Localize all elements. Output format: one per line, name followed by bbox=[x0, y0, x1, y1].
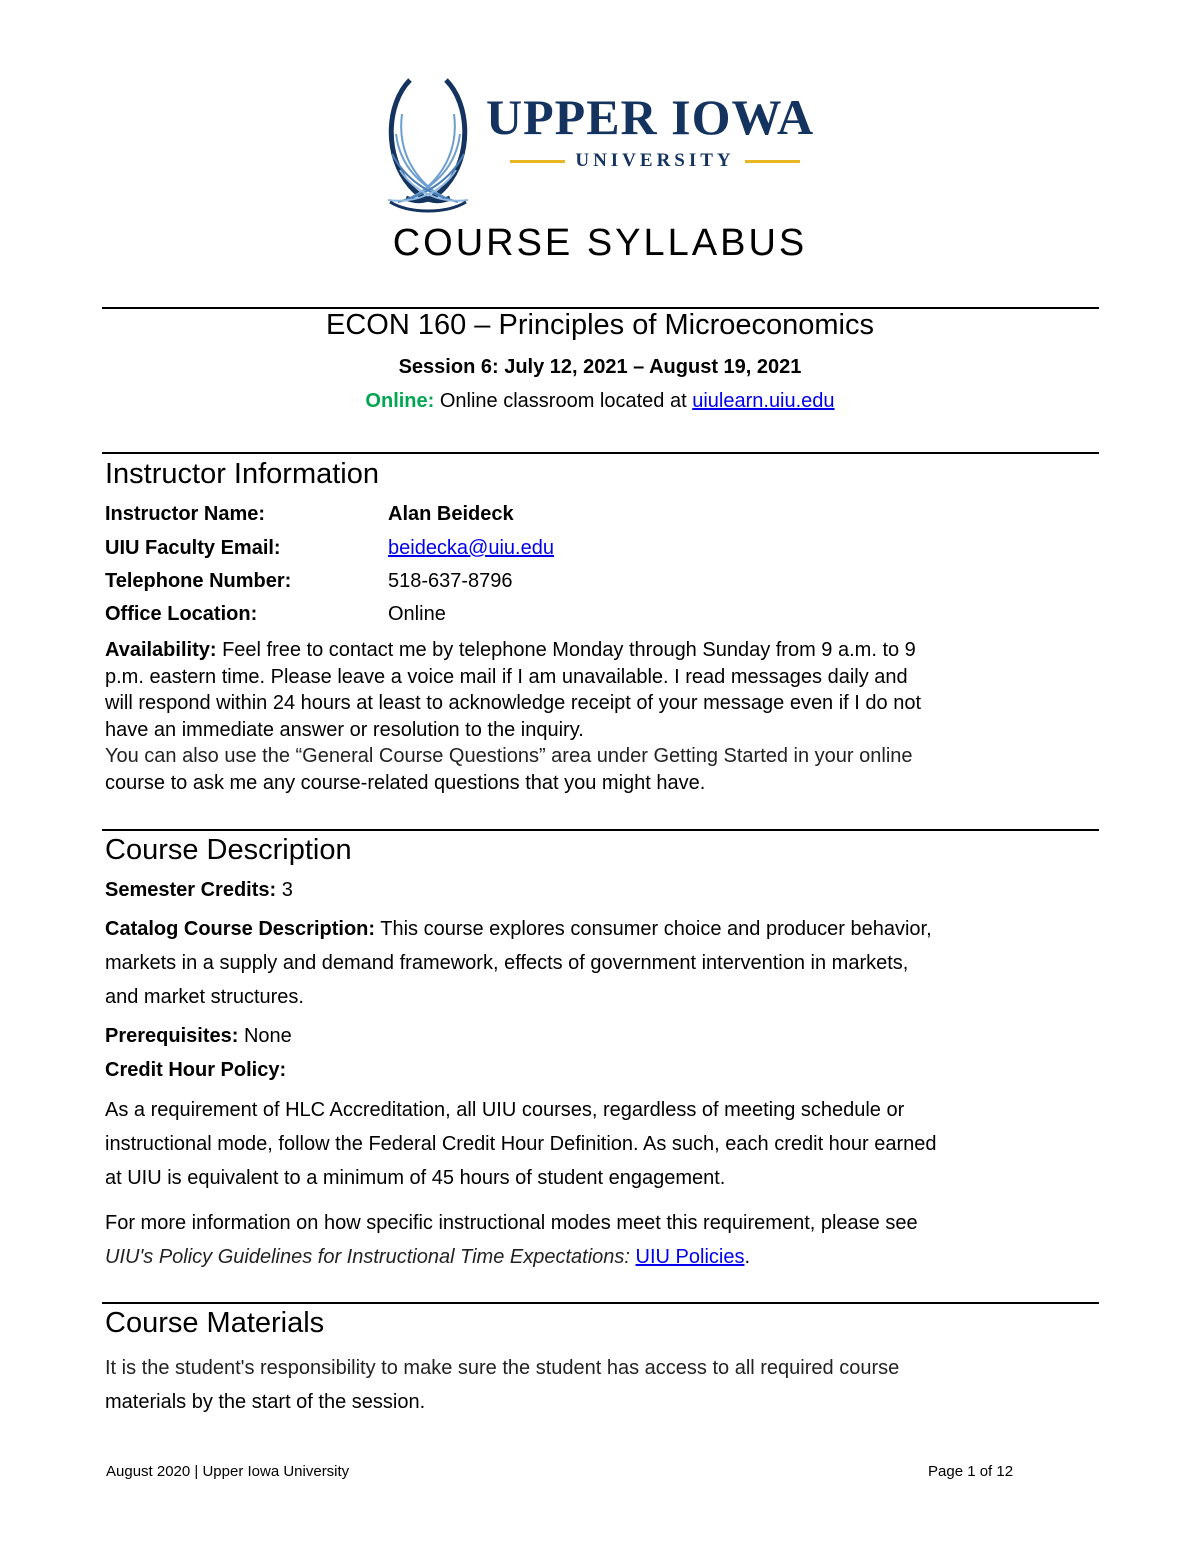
course-session: Session 6: July 12, 2021 – August 19, 2021 bbox=[398, 356, 802, 378]
instructor-heading: Instructor Information bbox=[105, 458, 379, 490]
more-info-line: For more information on how specific instructional modes meet this requirement, please see bbox=[105, 1212, 918, 1234]
credit-policy-line-3: at UIU is equivalent to a minimum of 45 hours of student engagement. bbox=[105, 1167, 726, 1189]
course-location bbox=[0, 390, 1200, 413]
catalog-label: Catalog Course Description: bbox=[105, 918, 376, 940]
logo-gold-bar-left bbox=[510, 160, 565, 163]
credit-policy-line-2: instructional mode, follow the Federal Credit Hour Definition. As such, each credit hour earned bbox=[105, 1133, 937, 1155]
catalog-line-1: This course explores consumer choice and producer behavior, bbox=[375, 918, 932, 940]
prereq-label: Prerequisites: bbox=[105, 1025, 239, 1047]
instructor-name-label: Instructor Name: bbox=[105, 503, 266, 525]
instructor-name-value: Alan Beideck bbox=[388, 503, 514, 525]
description-heading: Course Description bbox=[105, 834, 352, 866]
prereq-value: None bbox=[238, 1025, 292, 1047]
online-text: Online classroom located at bbox=[434, 390, 693, 412]
office-location-value: Online bbox=[388, 603, 446, 625]
logo-gold-bar-right bbox=[745, 160, 800, 163]
faculty-email-label: UIU Faculty Email: bbox=[105, 537, 281, 559]
online-classroom-link[interactable]: uiulearn.uiu.edu bbox=[692, 390, 835, 412]
materials-paragraph bbox=[105, 1351, 1095, 1419]
catalog-line-3: and market structures. bbox=[105, 986, 304, 1008]
guidelines-italic: UIU's Policy Guidelines for Instructional Time Expectations: bbox=[105, 1246, 630, 1268]
availability-line-4: have an immediate answer or resolution to the inquiry. bbox=[105, 718, 584, 741]
university-logo bbox=[380, 74, 840, 216]
logo-subtitle bbox=[510, 150, 800, 172]
catalog-description bbox=[105, 912, 1095, 1014]
online-label: Online: bbox=[365, 390, 435, 412]
credit-policy-label: Credit Hour Policy: bbox=[105, 1059, 287, 1081]
catalog-line-2: markets in a supply and demand framework, effects of government intervention in markets, bbox=[105, 952, 909, 974]
faculty-email-link[interactable]: beidecka@uiu.edu bbox=[388, 537, 554, 559]
credit-policy-line-1: As a requirement of HLC Accreditation, all UIU courses, regardless of meeting schedule or bbox=[105, 1099, 905, 1121]
questions-line-1: You can also use the “General Course Questions” area under Getting Started in your online bbox=[105, 745, 913, 767]
credits-value: 3 bbox=[276, 879, 293, 901]
logo-wordmark: UPPER IOWA bbox=[486, 89, 815, 145]
page-title: COURSE SYLLABUS bbox=[392, 222, 808, 264]
materials-line-2: materials by the start of the session. bbox=[105, 1391, 426, 1413]
university-emblem-icon bbox=[380, 74, 476, 216]
prerequisites bbox=[105, 1025, 292, 1048]
divider bbox=[102, 452, 1099, 454]
availability-line-3: will respond within 24 hours at least to acknowledge receipt of your message even if I do not bbox=[105, 692, 922, 714]
materials-line-1: It is the student's responsibility to make sure the student has access to all required course bbox=[105, 1357, 900, 1379]
telephone-value: 518-637-8796 bbox=[388, 570, 513, 592]
logo-subtitle-text: UNIVERSITY bbox=[575, 150, 735, 171]
availability-label: Availability: bbox=[105, 639, 217, 661]
divider bbox=[102, 1302, 1099, 1304]
course-name: ECON 160 – Principles of Microeconomics bbox=[326, 309, 874, 341]
availability-paragraph bbox=[105, 637, 1095, 796]
footer-page-number: Page 1 of 12 bbox=[928, 1463, 1014, 1480]
guidelines-end: . bbox=[744, 1246, 751, 1268]
telephone-label: Telephone Number: bbox=[105, 570, 292, 592]
availability-line-2: p.m. eastern time. Please leave a voice mail if I am unavailable. I read messages daily and bbox=[105, 665, 908, 688]
questions-line-2: course to ask me any course-related questions that you might have. bbox=[105, 771, 706, 794]
materials-heading: Course Materials bbox=[105, 1307, 325, 1339]
availability-line-1: Feel free to contact me by telephone Monday through Sunday from 9 a.m. to 9 bbox=[216, 639, 916, 661]
more-info-paragraph bbox=[105, 1206, 1095, 1274]
divider bbox=[102, 829, 1099, 831]
office-location-label: Office Location: bbox=[105, 603, 258, 625]
credit-policy-text bbox=[105, 1093, 1095, 1195]
uiu-policies-link[interactable]: UIU Policies bbox=[635, 1246, 745, 1268]
credits-label: Semester Credits: bbox=[105, 879, 277, 901]
semester-credits bbox=[105, 879, 293, 902]
footer-left: August 2020 | Upper Iowa University bbox=[106, 1463, 350, 1480]
